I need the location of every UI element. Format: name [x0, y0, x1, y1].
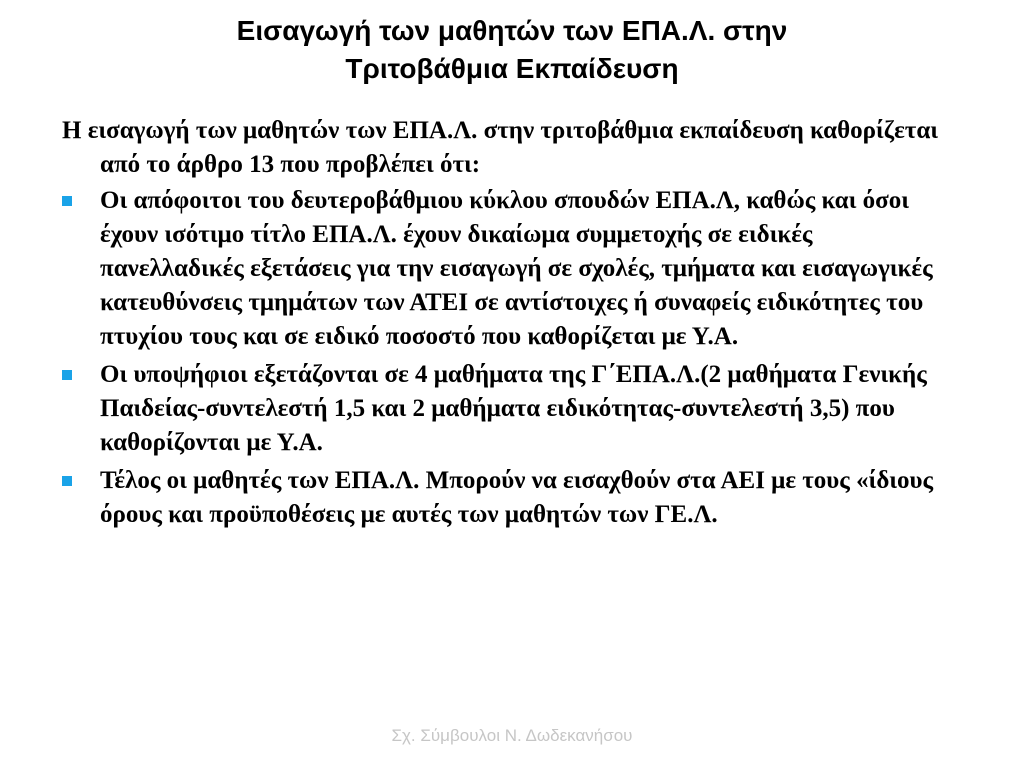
bullet-item [62, 358, 962, 460]
bullet-text: Οι υποψήφιοι εξετάζονται σε 4 μαθήματα της Γ΄ΕΠΑ.Λ.(2 μαθήματα Γενικής Παιδείας-συντελεστή 1,5 και 2 μαθήματα ειδικότητας-συντελεστή 3,5) που καθορίζονται με Υ.Α. [100, 361, 927, 456]
square-bullet-icon [62, 196, 72, 206]
bullet-text: Τέλος οι μαθητές των ΕΠΑ.Λ. Μπορούν να εισαχθούν στα ΑΕΙ με τους «ίδιους όρους και προϋποθέσεις με αυτές των μαθητών των ΓΕ.Λ. [100, 467, 934, 528]
slide-title-line-2: Τριτοβάθμια Εκπαίδευση [345, 53, 679, 84]
bullet-item [62, 184, 962, 354]
bullet-text: Οι απόφοιτοι του δευτεροβάθμιου κύκλου σπουδών ΕΠΑ.Λ, καθώς και όσοι έχουν ισότιμο τίτλο ΕΠΑ.Λ. έχουν δικαίωμα συμμετοχής σε ειδικές πανελλαδικές εξετάσεις για την εισαγωγή σε σχολές, τμήματα και εισαγωγικές κατευθύνσεις τμημάτων των ΑΤΕΙ σε αντίστοιχες ή συναφείς ειδικότητες του πτυχίου τους και σε ειδικό ποσοστό που καθορίζεται με Υ.Α. [100, 187, 933, 350]
square-bullet-icon [62, 370, 72, 380]
bullet-item [62, 464, 962, 532]
slide-footer: Σχ. Σύμβουλοι Ν. Δωδεκανήσου [391, 726, 633, 745]
square-bullet-icon [62, 476, 72, 486]
slide-title [100, 12, 924, 88]
slide-title-line-1: Εισαγωγή των μαθητών των ΕΠΑ.Λ. στην [236, 15, 788, 46]
bullet-list [62, 184, 962, 532]
slide-body [62, 114, 962, 536]
intro-paragraph: Η εισαγωγή των μαθητών των ΕΠΑ.Λ. στην τριτοβάθμια εκπαίδευση καθορίζεται από το άρθρο 13 που προβλέπει ότι: [62, 117, 939, 178]
